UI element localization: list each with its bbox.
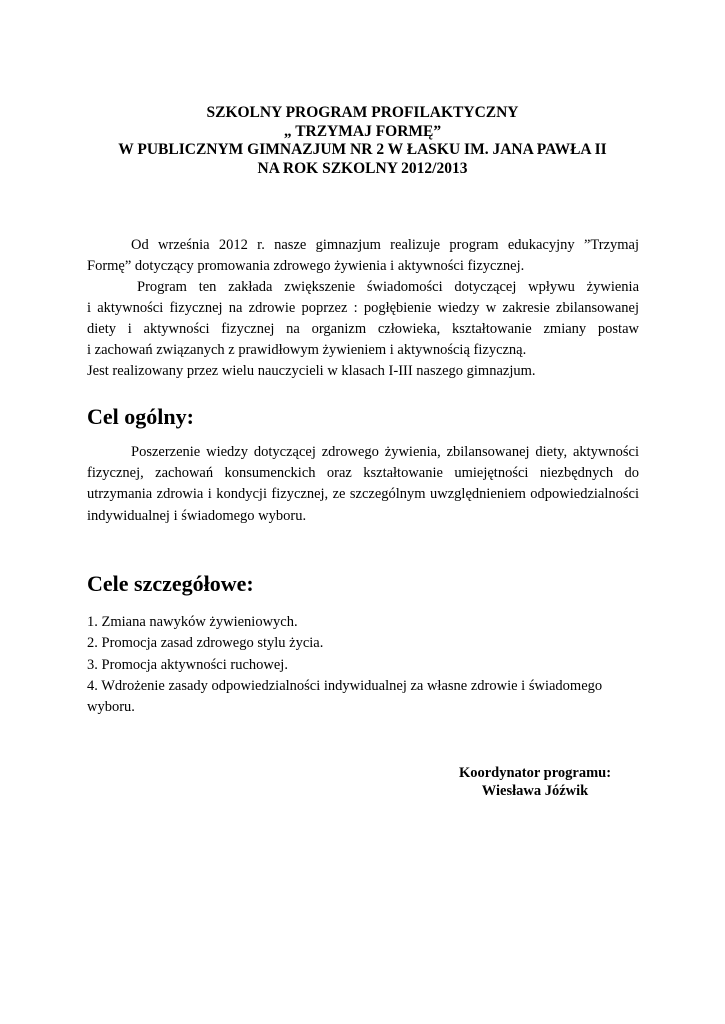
intro-line-4: i aktywności fizycznej na zdrowie poprzez : pogłębienie wiedzy w zakresie zbilansowanej <box>87 300 639 316</box>
intro-line-1: Od września 2012 r. nasze gimnazjum realizuje program edukacyjny ”Trzymaj <box>131 237 639 253</box>
cele-szczegolowe-list <box>87 612 639 718</box>
intro-paragraph <box>87 235 639 382</box>
intro-line-5: diety i aktywności fizycznej na organizm człowieka, kształtowanie zmiany postaw <box>87 321 639 337</box>
signature-name: Wiesława Jóźwik <box>481 783 589 799</box>
list-item: 3. Promocja aktywności ruchowej. <box>87 656 288 673</box>
list-item: 2. Promocja zasad zdrowego stylu życia. <box>87 635 324 652</box>
intro-line-3: Program ten zakłada zwiększenie świadomości dotyczącej wpływu żywienia <box>137 279 639 295</box>
list-item-4-line-2: wyboru. <box>87 699 135 716</box>
cel-ogolny-line-3: utrzymania zdrowia i kondycji fizycznej, ze szczególnym uwzględnieniem odpowiedzialności <box>87 486 639 503</box>
list-item: 1. Zmiana nawyków żywieniowych. <box>87 614 298 630</box>
intro-line-2: Formę” dotyczący promowania zdrowego żywienia i aktywności fizycznej. <box>87 258 525 274</box>
list-item <box>87 676 639 719</box>
cel-ogolny-paragraph <box>87 442 639 527</box>
title-line-1: SZKOLNY PROGRAM PROFILAKTYCZNY <box>206 104 519 121</box>
intro-line-6: i zachowań związanych z prawidłowym żywieniem i aktywnością fizyczną. <box>87 342 527 358</box>
document-title <box>60 104 665 178</box>
cel-ogolny-line-2: fizycznej, zachowań konsumenckich oraz kształtowanie umiejętności niezbędnych do <box>87 465 639 482</box>
signature-role: Koordynator programu: <box>458 765 612 781</box>
signature-block <box>430 764 640 800</box>
cel-ogolny-line-4: indywidualnej i świadomego wyboru. <box>87 507 307 524</box>
cele-szczegolowe-heading: Cele szczegółowe: <box>87 571 254 596</box>
list-item-4-line-1: 4. Wdrożenie zasady odpowiedzialności indywidualnej za własne zdrowie i świadomego <box>87 677 603 694</box>
cel-ogolny-line-1: Poszerzenie wiedzy dotyczącej zdrowego żywienia, zbilansowanej diety, aktywności <box>131 444 639 460</box>
title-line-2: „ TRZYMAJ FORMĘ” <box>283 122 442 140</box>
cel-ogolny-heading: Cel ogólny: <box>87 404 194 429</box>
intro-line-7: Jest realizowany przez wielu nauczycieli w klasach I-III naszego gimnazjum. <box>87 363 536 379</box>
title-line-4: NA ROK SZKOLNY 2012/2013 <box>257 159 468 177</box>
title-line-3: W PUBLICZNYM GIMNAZJUM NR 2 W ŁASKU IM. JANA PAWŁA II <box>118 141 607 158</box>
